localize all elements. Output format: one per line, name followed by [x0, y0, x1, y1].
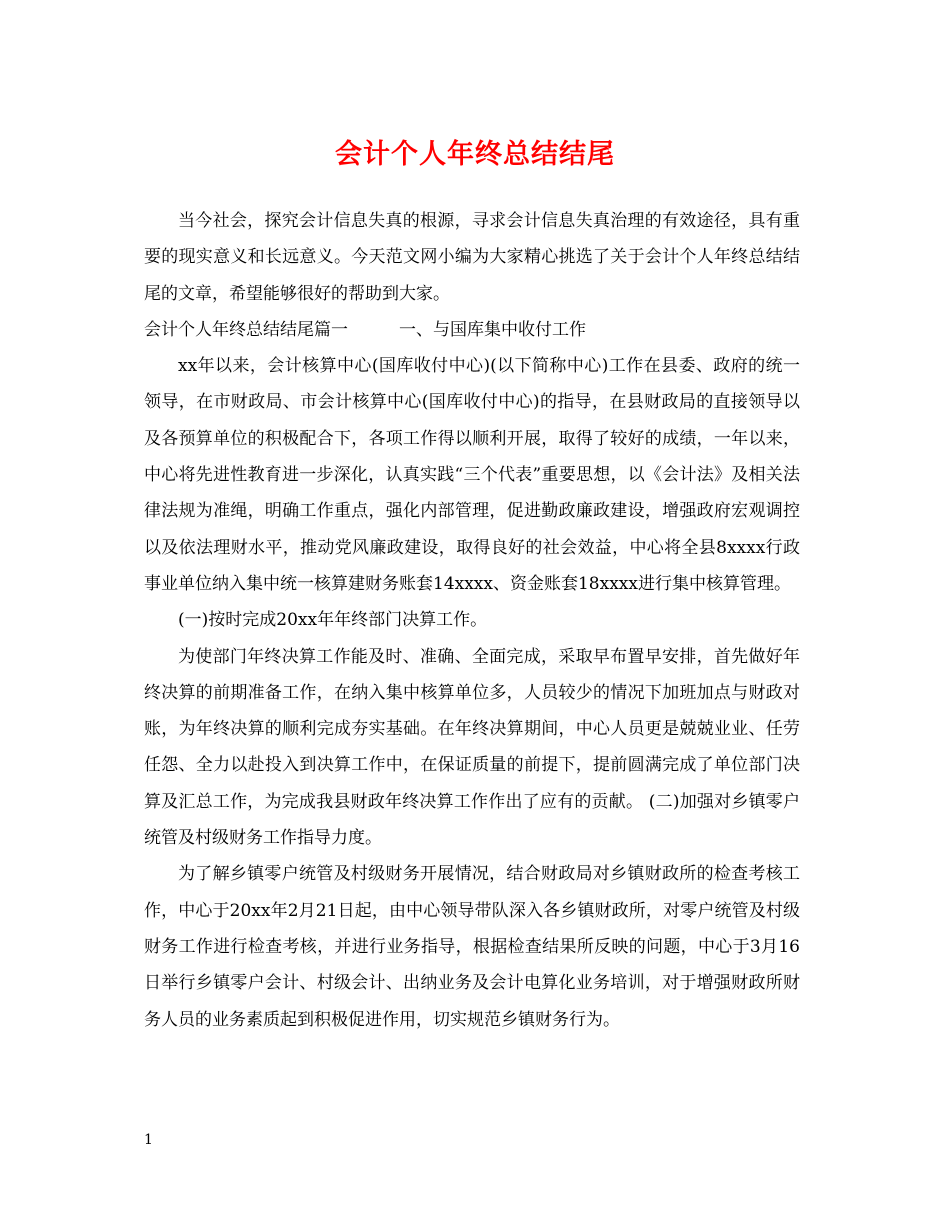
- document-title: 会计个人年终总结结尾: [335, 139, 615, 170]
- page-number: 1: [144, 1132, 153, 1148]
- body-paragraph: 为使部门年终决算工作能及时、准确、全面完成，采取早布置早安排，首先做好年终决算的前期准备工作，在纳入集中核算单位多，人员较少的情况下加班加点与财政对账，为年终决算的顺利完成夯实基础。在年终决算期间，中心人员更是兢兢业业、任劳任怨、全力以赴投入到决算工作中，在保证质量的前提下，提前圆满完成了单位部门决算及汇总工作，为完成我县财政年终决算工作作出了应有的贡献。 (二)加强对乡镇零户统管及村级财务工作指导力度。: [144, 646, 800, 849]
- intro-paragraph: 当今社会，探究会计信息失真的根源，寻求会计信息失真治理的有效途径，具有重要的现实意义和长远意义。今天范文网小编为大家精心挑选了关于会计个人年终总结结尾的文章，希望能够很好的帮助到大家。: [144, 211, 800, 304]
- body-paragraph: 为了解乡镇零户统管及村级财务开展情况，结合财政局对乡镇财政所的检查考核工作，中心于20xx年2月21日起，由中心领导带队深入各乡镇财政所，对零户统管及村级财务工作进行检查考核，并进行业务指导，根据检查结果所反映的问题，中心于3月16日举行乡镇零户会计、村级会计、出纳业务及会计电算化业务培训，对于增强财政所财务人员的业务素质起到积极促进作用，切实规范乡镇财务行为。: [144, 864, 800, 1030]
- document-body: [144, 203, 800, 1038]
- subsection-heading: (一)按时完成20xx年年终部门决算工作。: [178, 610, 488, 631]
- body-paragraph: xx年以来，会计核算中心(国库收付中心)(以下简称中心)工作在县委、政府的统一领导，在市财政局、市会计核算中心(国库收付中心)的指导，在县财政局的直接领导以及各预算单位的积极配合下，各项工作得以顺利开展，取得了较好的成绩，一年以来，中心将先进性教育进一步深化，认真实践“三个代表”重要思想，以《会计法》及相关法律法规为准绳，明确工作重点，强化内部管理，促进勤政廉政建设，增强政府宏观调控以及依法理财水平，推动党风廉政建设，取得良好的社会效益，中心将全县8xxxx行政事业单位纳入集中统一核算建财务账套14xxxx、资金账套18xxxx进行集中核算管理。: [144, 356, 800, 594]
- section-heading: 会计个人年终总结结尾篇一 一、与国库集中收付工作: [144, 319, 586, 340]
